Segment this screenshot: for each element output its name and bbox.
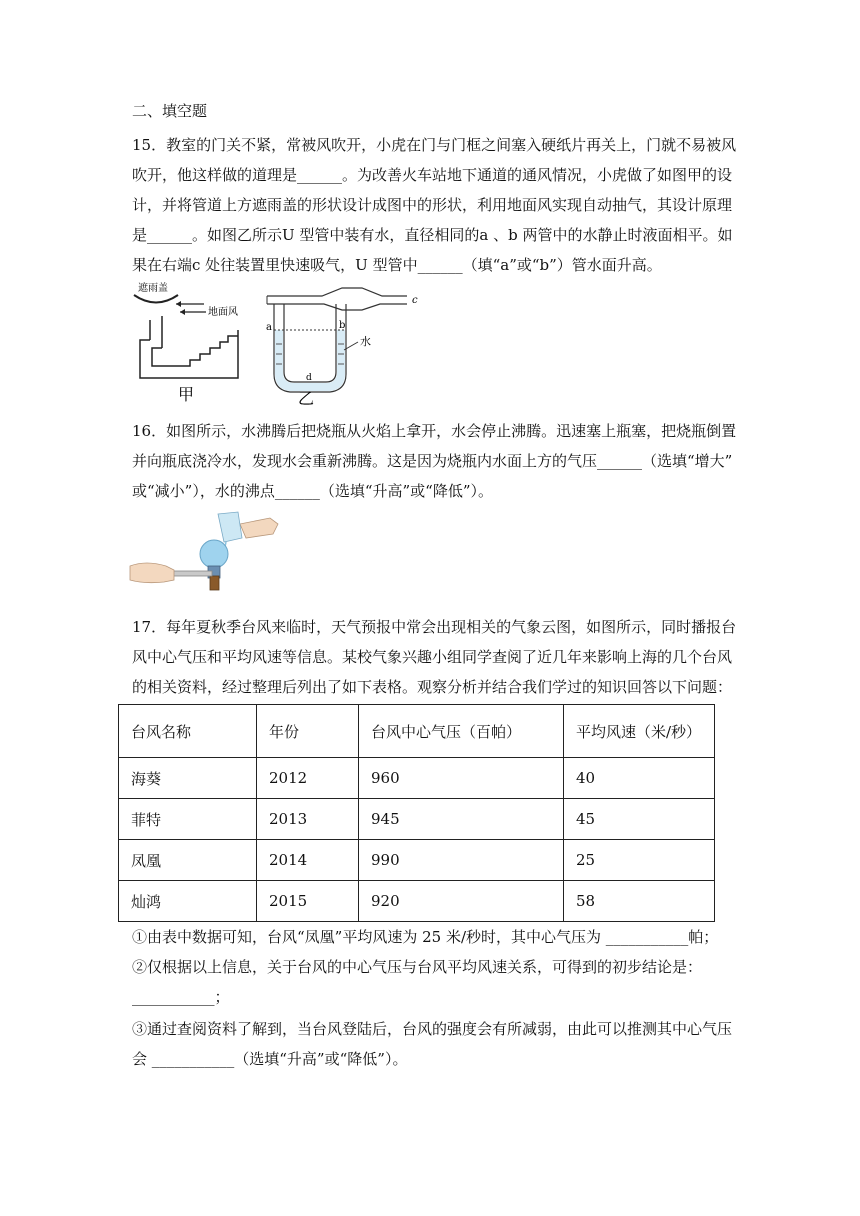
upper-hand	[240, 518, 278, 538]
q17-sub-1: ①由表中数据可知，台风“凤凰”平均风速为 25 米/秒时，其中心气压为 ___________帕；	[132, 928, 719, 946]
cell-year: 2014	[257, 840, 359, 881]
cell-year: 2015	[257, 881, 359, 922]
figure-jia	[128, 278, 248, 404]
q17-sub-2-blank: ___________；	[132, 988, 230, 1006]
label-d: d	[306, 373, 312, 383]
q17-line-3: 的相关资料，经过整理后列出了如下表格。观察分析并结合我们学过的知识回答以下问题：	[132, 678, 733, 696]
typhoon-table	[118, 704, 715, 922]
table-row	[119, 758, 715, 799]
q15-line-3: 计，并将管道上方遮雨盖的形状设计成图中的形状，利用地面风实现自动抽气，其设计原理	[132, 196, 733, 214]
q15-line-5: 果在右端c 处往装置里快速吸气，U 型管中______（填“a”或“b”）管水面升高。	[132, 256, 662, 274]
cover-label: 遮雨盖	[138, 283, 168, 294]
q15-line-1: 15．教室的门关不紧，常被风吹开，小虎在门与门框之间塞入硬纸片再关上，门就不易被风	[132, 136, 737, 154]
q16-line-3: 或“减小”），水的沸点______（选填“升高”或“降低”）。	[132, 482, 494, 500]
label-a: a	[266, 322, 272, 333]
cell-name: 凤凰	[119, 840, 257, 881]
cell-name: 灿鸿	[119, 881, 257, 922]
flask-figure	[128, 508, 288, 608]
rain-cover-shape	[134, 295, 178, 303]
header-year: 年份	[257, 705, 359, 758]
q15-line-4: 是______。如图乙所示U 型管中装有水，直径相同的a 、b 两管中的水静止时液面相平。如	[132, 226, 733, 244]
header-pressure: 台风中心气压（百帕）	[359, 705, 564, 758]
cell-pressure: 990	[359, 840, 564, 881]
water-label: 水	[360, 335, 371, 348]
cell-pressure: 945	[359, 799, 564, 840]
figure-yi	[262, 284, 442, 406]
cell-name: 菲特	[119, 799, 257, 840]
cell-name: 海葵	[119, 758, 257, 799]
lower-hand	[130, 563, 174, 583]
q17-sub-2: ②仅根据以上信息，关于台风的中心气压与台风平均风速关系，可得到的初步结论是：	[132, 958, 703, 976]
cell-pressure: 960	[359, 758, 564, 799]
caption-jia: 甲	[178, 385, 195, 404]
label-c: c	[412, 295, 418, 306]
q15-line-2: 吹开，他这样做的道理是______。为改善火车站地下通道的通风情况，小虎做了如图甲的设	[132, 166, 733, 184]
table-header-row	[119, 705, 715, 758]
header-wind-speed: 平均风速（米/秒）	[564, 705, 715, 758]
q16-line-2: 并向瓶底浇冷水，发现水会重新沸腾。这是因为烧瓶内水面上方的气压______（选填“增大”	[132, 452, 733, 470]
q17-line-1: 17．每年夏秋季台风来临时，天气预报中常会出现相关的气象云图，如图所示，同时播报台	[132, 618, 737, 636]
q17-sub-3: ③通过查阅资料了解到，当台风登陆后，台风的强度会有所减弱，由此可以推测其中心气压	[132, 1020, 733, 1038]
cell-year: 2012	[257, 758, 359, 799]
stopper	[210, 576, 219, 590]
q17-sub-3-cont: 会 ___________（选填“升高”或“降低”）。	[132, 1050, 408, 1068]
cell-wind-speed: 40	[564, 758, 715, 799]
section-title: 二、填空题	[132, 102, 208, 120]
q17-line-2: 风中心气压和平均风速等信息。某校气象兴趣小组同学查阅了近几年来影响上海的几个台风	[132, 648, 733, 666]
cell-year: 2013	[257, 799, 359, 840]
clamp-handle	[172, 571, 212, 576]
table-row	[119, 840, 715, 881]
table-row	[119, 799, 715, 840]
ground-wind-label: 地面风	[208, 307, 238, 318]
table-row	[119, 881, 715, 922]
header-name: 台风名称	[119, 705, 257, 758]
caption-yi: 乙	[298, 389, 315, 406]
q16-line-1: 16．如图所示，水沸腾后把烧瓶从火焰上拿开，水会停止沸腾。迅速塞上瓶塞，把烧瓶倒置	[132, 422, 737, 440]
cell-pressure: 920	[359, 881, 564, 922]
cell-wind-speed: 58	[564, 881, 715, 922]
label-b: b	[339, 320, 346, 331]
flask-body	[200, 540, 228, 568]
cell-wind-speed: 45	[564, 799, 715, 840]
cell-wind-speed: 25	[564, 840, 715, 881]
water-beaker	[218, 512, 242, 542]
